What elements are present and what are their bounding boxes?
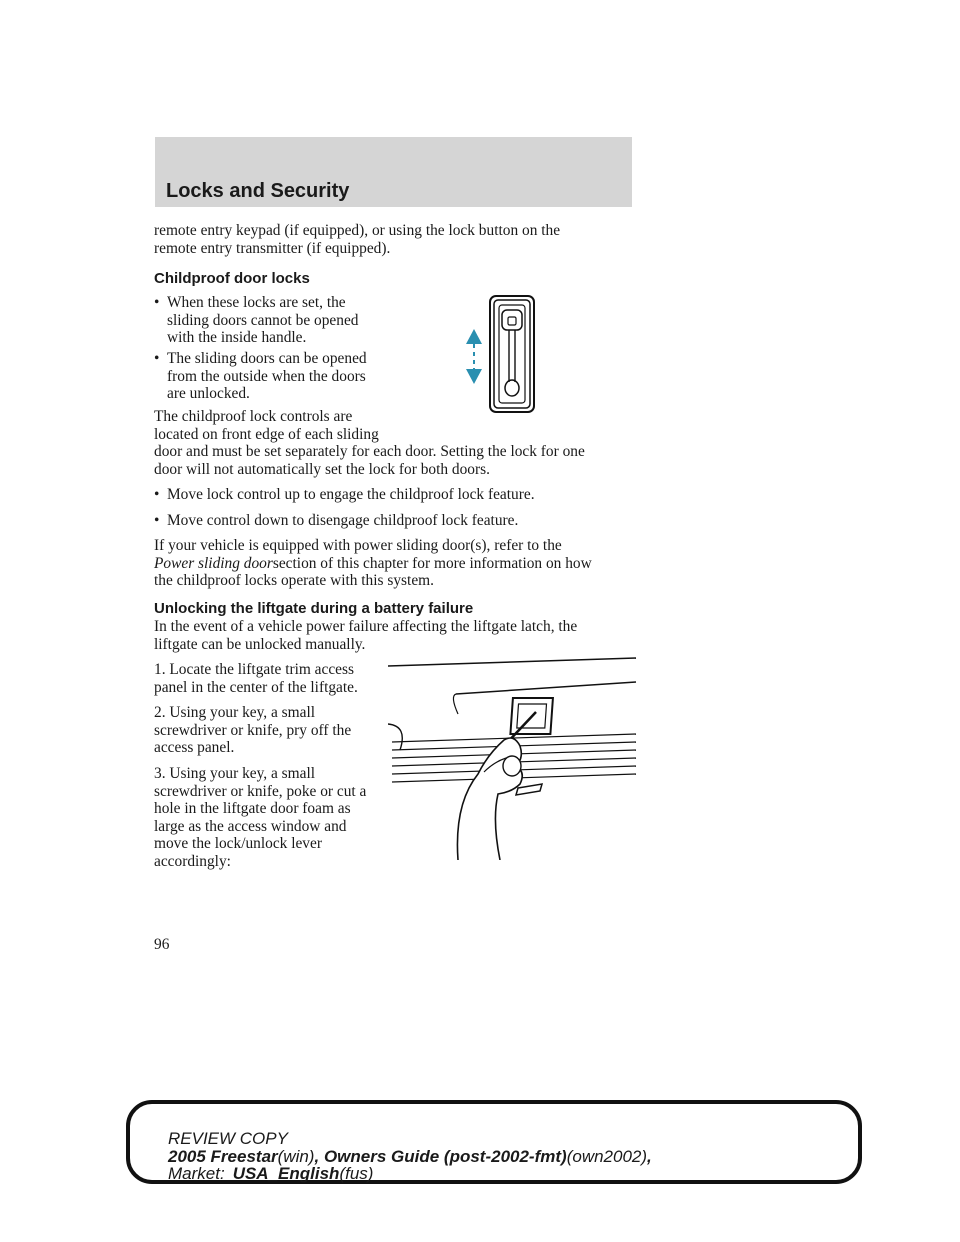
page-number: 96 xyxy=(154,936,170,953)
liftgate-access-illustration xyxy=(388,654,638,860)
bullet-line: Move control down to disengage childproof lock feature. xyxy=(167,512,519,529)
review-copy-footer xyxy=(126,1100,862,1184)
bullet-mark: • xyxy=(154,294,160,311)
bullet-line: Move lock control up to engage the childproof lock feature. xyxy=(167,486,535,503)
bullet-item xyxy=(154,486,535,504)
footer-model-code: (win) xyxy=(277,1147,315,1166)
body-line: door and must be set separately for each door. Setting the lock for one xyxy=(154,443,585,460)
body-text: section of this chapter for more information on how xyxy=(272,555,592,572)
body-line: door will not automatically set the lock for both doors. xyxy=(154,461,490,478)
childproof-heading: Childproof door locks xyxy=(154,270,310,287)
up-down-arrow-icon xyxy=(466,329,482,384)
cross-reference: Power sliding door xyxy=(154,555,273,572)
bullet-line: with the inside handle. xyxy=(167,329,307,347)
step-line: move the lock/unlock lever xyxy=(154,835,322,852)
intro-line-2: remote entry transmitter (if equipped). xyxy=(154,240,391,257)
footer-market-code: (fus) xyxy=(339,1164,374,1183)
step-line: panel in the center of the liftgate. xyxy=(154,679,358,696)
body-line: located on front edge of each sliding xyxy=(154,426,379,443)
body-line: If your vehicle is equipped with power sliding door(s), refer to the xyxy=(154,537,562,554)
step-line: hole in the liftgate door foam as xyxy=(154,800,351,817)
bullet-line: The sliding doors can be opened xyxy=(167,350,367,367)
body-line: the childproof locks operate with this system. xyxy=(154,572,434,589)
footer-separator: , xyxy=(314,1147,324,1166)
bullet-mark: • xyxy=(154,512,160,529)
body-line: The childproof lock controls are xyxy=(154,408,353,425)
footer-model: 2005 Freestar xyxy=(168,1147,278,1166)
bullet-line: sliding doors cannot be opened xyxy=(167,311,359,329)
footer-market-label: Market: xyxy=(168,1164,225,1183)
step-line: screwdriver or knife, pry off the xyxy=(154,722,352,739)
bullet-line: are unlocked. xyxy=(167,385,250,403)
footer-market: USA_English xyxy=(232,1164,340,1183)
page-title: Locks and Security xyxy=(166,180,350,202)
bullet-item xyxy=(154,294,359,347)
footer-guide-code: (own2002) xyxy=(566,1147,648,1166)
step-line: large as the access window and xyxy=(154,818,347,835)
review-copy-label: REVIEW COPY xyxy=(168,1129,288,1148)
footer-guide: Owners Guide (post-2002-fmt) xyxy=(323,1147,567,1166)
bullet-line: from the outside when the doors xyxy=(167,367,366,385)
bullet-mark: • xyxy=(154,350,160,367)
body-line: In the event of a vehicle power failure affecting the liftgate latch, the xyxy=(154,618,578,635)
step-line: 1. Locate the liftgate trim access xyxy=(154,661,354,678)
step-line: 3. Using your key, a small xyxy=(154,765,316,782)
bullet-item xyxy=(154,512,519,530)
footer-comma: , xyxy=(647,1147,652,1166)
bullet-line: When these locks are set, the xyxy=(167,294,346,311)
step-line: access panel. xyxy=(154,739,235,756)
step-line: screwdriver or knife, poke or cut a xyxy=(154,783,367,800)
footer-market-line xyxy=(168,1165,373,1183)
body-line: liftgate can be unlocked manually. xyxy=(154,636,366,653)
step-line: accordingly: xyxy=(154,853,231,870)
bullet-item xyxy=(154,350,367,403)
intro-line-1: remote entry keypad (if equipped), or using the lock button on the xyxy=(154,222,561,239)
liftgate-heading: Unlocking the liftgate during a battery failure xyxy=(154,600,474,617)
childproof-lock-illustration xyxy=(458,292,538,416)
body-line xyxy=(154,555,592,573)
bullet-mark: • xyxy=(154,486,160,503)
step-line: 2. Using your key, a small xyxy=(154,704,316,721)
